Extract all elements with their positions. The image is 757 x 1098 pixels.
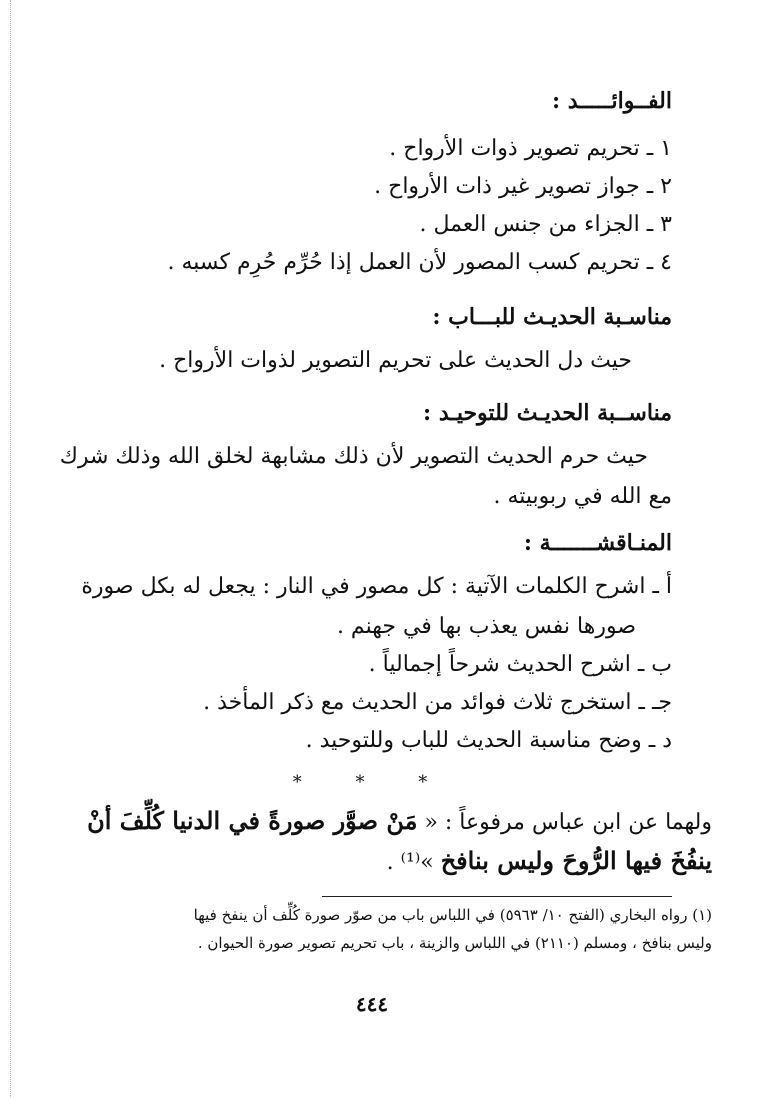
- benefit-item-4: ٤ ـ تحريم كسب المصور لأن العمل إذا حُرِّم حُرِم كسبه .: [167, 250, 672, 275]
- section-separator-stars: * * *: [292, 772, 452, 793]
- discussion-question-a-line-1: أ ـ اشرح الكلمات الآتية : كل مصور في النار : يجعل له بكل صورة: [81, 574, 672, 599]
- footnote-line-2: وليس بنافخ ، ومسلم (٢١١٠) في اللباس والزينة ، باب تحريم تصوير صورة الحيوان .: [197, 934, 712, 952]
- tawhid-relevance-heading: مناســبة الحديـث للتوحيـد :: [423, 400, 672, 426]
- hadith-intro: ولهما عن ابن عباس مرفوعاً : «: [424, 810, 712, 835]
- benefits-heading: الفــوائـــــد :: [552, 88, 672, 114]
- hadith-quote-part-1: مَنْ صوَّر صورةً في الدنيا كُلِّفَ أنْ: [87, 806, 418, 835]
- hadith-line-1: [87, 806, 712, 835]
- hadith-close-with-footnote-mark: »⁽¹⁾ .: [386, 850, 434, 875]
- discussion-heading: المنـاقشـــــــة :: [523, 530, 672, 556]
- footnote-divider: [322, 896, 672, 897]
- tawhid-relevance-line-2: مع الله في ربوبيته .: [493, 484, 672, 509]
- page-number: ٤٤٤: [355, 992, 389, 1016]
- benefit-item-3: ٣ ـ الجزاء من جنس العمل .: [419, 212, 672, 237]
- discussion-question-b: ب ـ اشرح الحديث شرحاً إجمالياً .: [368, 652, 672, 677]
- book-page: [59, 70, 712, 1050]
- hadith-quote-part-2: ينفُخَ فيها الرُّوحَ وليس بنافخ: [440, 846, 712, 875]
- chapter-relevance-text: حيث دل الحديث على تحريم التصوير لذوات الأرواح .: [159, 348, 632, 373]
- tawhid-relevance-line-1: حيث حرم الحديث التصوير لأن ذلك مشابهة لخلق الله وذلك شرك: [59, 444, 648, 469]
- discussion-question-j: جـ ـ استخرج ثلاث فوائد من الحديث مع ذكر المأخذ .: [203, 690, 672, 715]
- benefit-item-2: ٢ ـ جواز تصوير غير ذات الأرواح .: [374, 174, 672, 199]
- benefit-item-1: ١ ـ تحريم تصوير ذوات الأرواح .: [389, 136, 672, 161]
- scan-edge-dots: [10, 0, 11, 1098]
- discussion-question-d: د ـ وضح مناسبة الحديث للباب وللتوحيد .: [305, 728, 672, 753]
- hadith-line-2: [387, 846, 712, 875]
- discussion-question-a-line-2: صورها نفس يعذب بها في جهنم .: [336, 614, 636, 639]
- footnote-line-1: (١) رواه البخاري (الفتح ١٠/ ٥٩٦٣) في اللباس باب من صوّر صورة كُلِّف أن ينفخ فيها: [193, 906, 712, 924]
- chapter-relevance-heading: مناسـبة الحديـث للبـــاب :: [432, 304, 672, 330]
